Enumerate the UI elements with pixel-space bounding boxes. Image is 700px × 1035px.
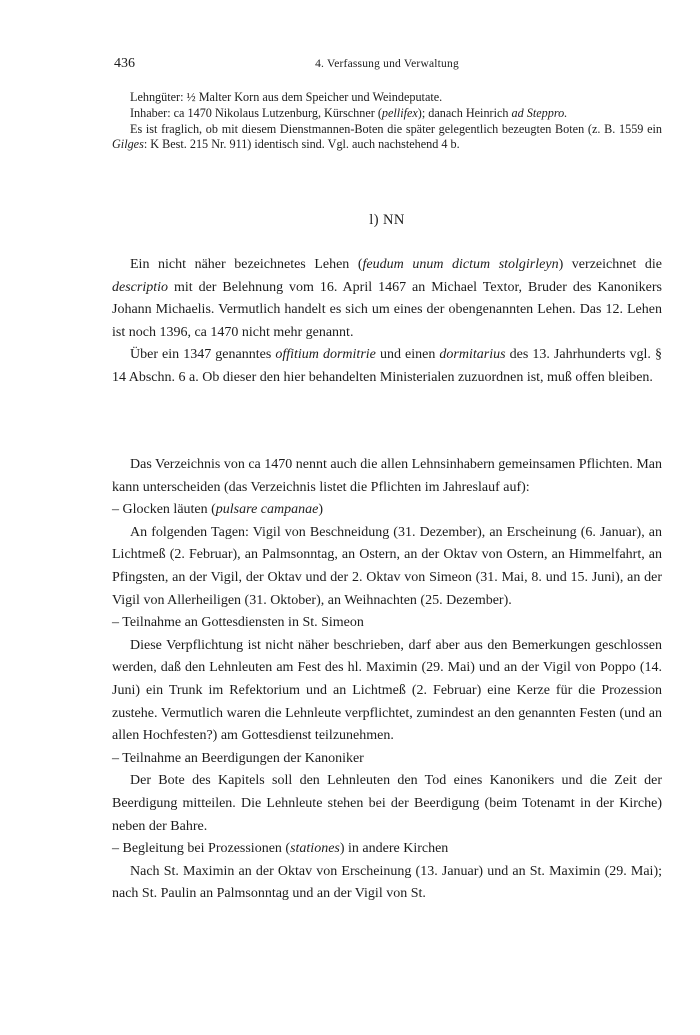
- duty-text-glocken: An folgenden Tagen: Vigil von Beschneidung (31. Dezember), an Erscheinung (6. Januar), an Lichtmeß (2. Februar), an Palmsonntag, an Ostern, an der Oktav von Ostern, an Himmelfahrt, an Pfingsten, an der Vigil, der Oktav und der 2. Oktav von Simeon (31. Mai, 8. und 15. Juni), an der Vigil von Allerheiligen (31. Oktober), an Weihnachten (25. Dezember).: [112, 524, 662, 608]
- duty-text-gottesdienst: Diese Verpflichtung ist nicht näher beschrieben, darf aber aus den Bemerkungen geschlossen werden, daß den Lehnleuten am Fest des hl. Maximin (29. Mai) und an der Vigil von Poppo (14. Juni) ein Trunk im Refektorium und an Lichtmeß (2. Februar) eine Kerze für die Prozession zustehe. Vermutlich waren die Lehnleute verpflichtet, zumindest an den genannten Festen (und an allen Hochfesten?) am Gottesdienst teilzunehmen.: [112, 637, 662, 744]
- duty-text-prozession: Nach St. Maximin an der Oktav von Erscheinung (13. Januar) und an St. Maximin (29. Mai); nach St. Paulin an Palmsonntag und an der Vigil von St.: [112, 863, 662, 902]
- note-lehngueter: Lehngüter: ½ Malter Korn aus dem Speicher und Weindeputate.: [130, 90, 443, 104]
- duty-text-beerdigung: Der Bote des Kapitels soll den Lehnleuten den Tod eines Kanonikers und die Zeit der Beerdigung mitteilen. Die Lehnleute stehen bei der Beerdigung (beim Totenamt in der Kirche) neben der Bahre.: [112, 773, 662, 834]
- duty-heading-glocken: – Glocken läuten (pulsare campanae): [112, 502, 323, 518]
- paragraph-lehen: Ein nicht näher bezeichnetes Lehen (feudum unum dictum stolgirleyn) verzeichnet die descriptio mit der Belehnung vom 16. April 1467 an Michael Textor, Bruder des Kanonikers Johann Michaelis. Vermutlich handelt es sich um eines der obengenannten Lehen. Das 12. Lehen ist noch 1396, ca 1470 nicht mehr genannt.: [112, 257, 662, 340]
- duty-heading-gottesdienst: – Teilnahme an Gottesdiensten in St. Simeon: [112, 615, 364, 631]
- paragraph-dormitrie: Über ein 1347 genanntes offitium dormitrie und einen dormitarius des 13. Jahrhunderts vgl. § 14 Abschn. 6 a. Ob dieser den hier behandelten Ministerialen zuzuordnen ist, muß offen bleiben.: [112, 347, 662, 385]
- section-body: [112, 254, 662, 390]
- duties-body: [112, 454, 662, 906]
- paragraph-intro: Das Verzeichnis von ca 1470 nennt auch die allen Lehnsinhabern gemeinsamen Pflichten. Man kann unterscheiden (das Verzeichnis listet die Pflichten im Jahreslauf auf):: [112, 457, 662, 495]
- duty-heading-prozession: – Begleitung bei Prozessionen (stationes) in andere Kirchen: [112, 841, 449, 857]
- duty-heading-beerdigung: – Teilnahme an Beerdigungen der Kanoniker: [112, 750, 364, 766]
- section-title: l) NN: [369, 212, 405, 228]
- note-fraglich: Es ist fraglich, ob mit diesem Dienstmannen-Boten die später gelegentlich bezeugten Boten (z. B. 1559 ein Gilges: K Best. 215 Nr. 911) identisch sind. Vgl. auch nachstehend 4 b.: [112, 121, 662, 152]
- note-inhaber: Inhaber: ca 1470 Nikolaus Lutzenburg, Kürschner (pellifex); danach Heinrich ad Steppro.: [130, 105, 568, 120]
- page-number: 436: [114, 56, 135, 71]
- page-header: [112, 56, 662, 76]
- running-title: 4. Verfassung und Verwaltung: [315, 58, 459, 70]
- notes-block: [112, 90, 662, 153]
